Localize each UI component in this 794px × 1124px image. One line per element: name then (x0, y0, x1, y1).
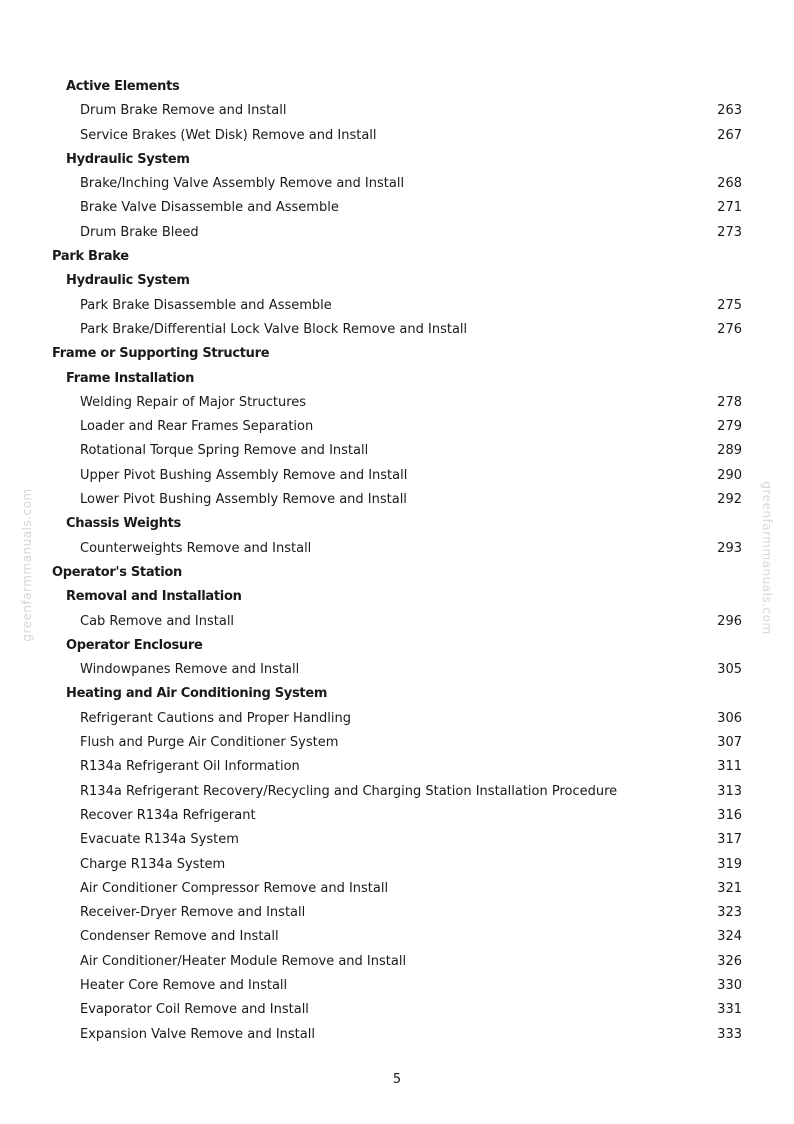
toc-entry-title: Park Brake Disassemble and Assemble (80, 297, 332, 313)
toc-entry-page: 321 (717, 880, 742, 896)
toc-entry-page: 324 (717, 929, 742, 945)
toc-entry-page: 317 (717, 832, 742, 848)
toc-entry[interactable] (0, 707, 794, 731)
toc-entry-title: Flush and Purge Air Conditioner System (80, 735, 339, 751)
toc-entry-title: Windowpanes Remove and Install (80, 662, 300, 678)
toc-entry[interactable] (0, 415, 794, 439)
toc-entry-title: Receiver-Dryer Remove and Install (80, 905, 306, 921)
toc-entry-page: 290 (717, 467, 742, 483)
toc-entry[interactable] (0, 755, 794, 779)
toc-entry-title: Air Conditioner Compressor Remove and Install (80, 880, 389, 896)
toc-entry-page: 311 (717, 759, 742, 775)
toc-entry[interactable] (0, 318, 794, 342)
toc-entry-title: Heating and Air Conditioning System (66, 686, 328, 702)
toc-entry-page: 306 (717, 710, 742, 726)
toc-subsection-heading (0, 269, 794, 293)
toc-entry-page: 319 (717, 856, 742, 872)
toc-entry[interactable] (0, 172, 794, 196)
toc-entry-title: Active Elements (66, 79, 180, 94)
toc-entry[interactable] (0, 853, 794, 877)
toc-entry[interactable] (0, 731, 794, 755)
toc-entry-title: Recover R134a Refrigerant (80, 807, 256, 823)
toc-entry-title: Welding Repair of Major Structures (80, 394, 307, 410)
toc-entry-title: Chassis Weights (66, 516, 181, 532)
toc-entry-title: Drum Brake Bleed (80, 224, 199, 240)
toc-subsection-heading (0, 367, 794, 391)
toc-subsection-heading (0, 682, 794, 706)
watermark-left: greenfarmmanuals.com (20, 488, 34, 642)
toc-section-heading (0, 561, 794, 585)
toc-entry[interactable] (0, 537, 794, 561)
toc-subsection-heading (0, 75, 794, 99)
toc-subsection-heading (0, 634, 794, 658)
toc-entry-page: 296 (717, 613, 742, 629)
toc-subsection-heading (0, 585, 794, 609)
toc-entry-page: 293 (717, 540, 742, 556)
toc-entry[interactable] (0, 925, 794, 949)
toc-entry-page: 305 (717, 662, 742, 678)
toc-entry[interactable] (0, 950, 794, 974)
toc-entry-title: Brake/Inching Valve Assembly Remove and Install (80, 176, 405, 192)
toc-entry-page: 316 (717, 807, 742, 823)
toc-entry[interactable] (0, 99, 794, 123)
toc-entry-page: 307 (717, 735, 742, 751)
toc-entry-title: Park Brake (52, 249, 129, 265)
toc-subsection-heading (0, 148, 794, 172)
toc-entry-page: 267 (717, 127, 742, 143)
toc-entry-title: Loader and Rear Frames Separation (80, 419, 314, 435)
watermark-right: greenfarmmanuals.com (760, 481, 774, 635)
toc-entry-title: Evaporator Coil Remove and Install (80, 1002, 309, 1018)
toc-entry-title: Drum Brake Remove and Install (80, 103, 287, 119)
toc-entry-title: R134a Refrigerant Oil Information (80, 759, 300, 775)
toc-entry-page: 331 (717, 1002, 742, 1018)
toc-entry[interactable] (0, 196, 794, 220)
toc-entry-title: Rotational Torque Spring Remove and Install (80, 443, 369, 459)
toc-entry-title: Operator Enclosure (66, 637, 203, 653)
toc-entry[interactable] (0, 488, 794, 512)
toc-entry[interactable] (0, 464, 794, 488)
toc-entry[interactable] (0, 901, 794, 925)
toc-entry-title: Brake Valve Disassemble and Assemble (80, 200, 339, 216)
toc-subsection-heading (0, 512, 794, 536)
toc-entry-page: 313 (717, 783, 742, 799)
toc-entry-page: 273 (717, 224, 742, 240)
toc-entry-page: 333 (717, 1026, 742, 1042)
toc-section-heading (0, 342, 794, 366)
toc-entry[interactable] (0, 391, 794, 415)
toc-entry-page: 323 (717, 905, 742, 921)
toc-entry-page: 279 (717, 419, 742, 435)
toc-entry-title: Expansion Valve Remove and Install (80, 1026, 315, 1042)
toc-entry[interactable] (0, 828, 794, 852)
toc-entry-title: Service Brakes (Wet Disk) Remove and Install (80, 127, 377, 143)
toc-entry[interactable] (0, 221, 794, 245)
toc-entry[interactable] (0, 658, 794, 682)
toc-entry[interactable] (0, 974, 794, 998)
toc-entry-page: 268 (717, 176, 742, 192)
toc-entry[interactable] (0, 610, 794, 634)
table-of-contents (0, 75, 794, 1047)
toc-entry-title: Removal and Installation (66, 589, 242, 605)
toc-entry[interactable] (0, 780, 794, 804)
toc-entry-page: 276 (717, 321, 742, 337)
toc-entry-title: Heater Core Remove and Install (80, 977, 288, 993)
toc-entry-title: Refrigerant Cautions and Proper Handling (80, 710, 351, 726)
toc-entry[interactable] (0, 124, 794, 148)
toc-entry-title: Evacuate R134a System (80, 832, 239, 848)
toc-entry-title: Cab Remove and Install (80, 613, 235, 629)
toc-entry[interactable] (0, 804, 794, 828)
toc-entry-title: Frame Installation (66, 370, 195, 386)
toc-entry[interactable] (0, 294, 794, 318)
toc-entry-page: 292 (717, 492, 742, 508)
toc-entry-title: Air Conditioner/Heater Module Remove and Install (80, 953, 407, 969)
toc-entry-title: Lower Pivot Bushing Assembly Remove and Install (80, 492, 407, 508)
toc-entry-title: R134a Refrigerant Recovery/Recycling and Charging Station Installation Procedure (80, 783, 618, 799)
toc-entry[interactable] (0, 998, 794, 1022)
toc-entry-title: Hydraulic System (66, 273, 190, 289)
toc-entry-title: Upper Pivot Bushing Assembly Remove and Install (80, 467, 408, 483)
toc-entry-title: Condenser Remove and Install (80, 929, 279, 945)
toc-entry-title: Hydraulic System (66, 151, 190, 167)
toc-entry[interactable] (0, 877, 794, 901)
toc-entry-page: 271 (717, 200, 742, 216)
toc-entry-page: 330 (717, 977, 742, 993)
toc-entry-page: 326 (717, 953, 742, 969)
toc-entry-title: Operator's Station (52, 564, 182, 580)
page-number: 5 (392, 1072, 402, 1087)
toc-entry[interactable] (0, 439, 794, 463)
toc-entry-page: 263 (717, 103, 742, 119)
toc-entry-title: Frame or Supporting Structure (52, 346, 270, 362)
toc-entry[interactable] (0, 1023, 794, 1047)
toc-entry-title: Park Brake/Differential Lock Valve Block Remove and Install (80, 321, 468, 337)
toc-entry-title: Counterweights Remove and Install (80, 540, 312, 556)
toc-entry-page: 289 (717, 443, 742, 459)
toc-section-heading (0, 245, 794, 269)
toc-entry-page: 275 (717, 297, 742, 313)
toc-entry-title: Charge R134a System (80, 856, 226, 872)
toc-entry-page: 278 (717, 394, 742, 410)
